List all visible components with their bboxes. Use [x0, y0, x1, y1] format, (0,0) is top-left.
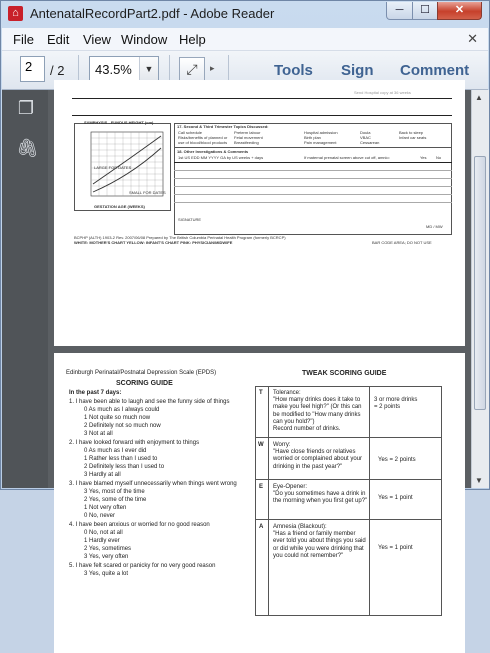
tweak-text: Worry: "Have close friends or relatives worried or complained about your drinking in the past year?"	[273, 442, 363, 470]
tweak-score: Yes = 2 points	[378, 457, 416, 463]
chevron-down-icon[interactable]: ▼	[139, 57, 158, 81]
tweak-score: 3 or more drinks = 2 points	[374, 397, 418, 411]
zoom-select[interactable]	[89, 56, 159, 82]
epds-answer: 3 Not at all	[84, 431, 113, 437]
rule	[174, 194, 452, 195]
page-total: / 2	[50, 63, 65, 78]
scroll-thumb[interactable]	[474, 156, 486, 410]
epds-question: 5. I have felt scared or panicky for no very good reason	[69, 563, 216, 569]
close-document-icon[interactable]: ✕	[467, 31, 478, 46]
epds-answer: 0 No, not at all	[84, 530, 123, 536]
topic-item: Breastfeeding	[234, 140, 259, 145]
rule	[268, 386, 269, 616]
barcode-note: BAR CODE AREA; DO NOT USE	[372, 240, 432, 245]
topic-item: use of blood/blood products	[178, 140, 228, 145]
topic-item: Fetal movement	[234, 135, 263, 140]
topic-item: Birth plan	[304, 135, 321, 140]
epds-question: 1. I have been able to laugh and see the funny side of things	[69, 399, 230, 405]
topic-item: Doula	[360, 130, 371, 135]
menu-edit[interactable]: Edit	[47, 32, 70, 47]
rule	[72, 115, 452, 116]
navigation-pane	[2, 90, 48, 488]
tools-button[interactable]: Tools	[274, 62, 313, 79]
topic-item: Infant car seats	[399, 135, 427, 140]
tweak-text: Tolerance: "How many drinks does it take to make you feel high?" (Or this can be modified to "How many drinks can you hold?") Record number of drinks.	[273, 390, 362, 433]
more-tools-icon[interactable]: ▸	[210, 63, 215, 73]
form-code: BCPHP (ALTH) 1903-2 Rev. 2007/06/08 Prepared by The British Columbia Perinatal Health Program (formerly BCRCP)	[74, 235, 286, 240]
tweak-letter: T	[259, 390, 263, 396]
tweak-score: Yes = 1 point	[378, 545, 413, 551]
epds-intro: In the past 7 days:	[69, 390, 122, 396]
chart-title: SYMPHYSIS - FUNDUS HEIGHT (cm)	[84, 120, 154, 125]
scroll-down-icon[interactable]: ▼	[475, 476, 483, 485]
epds-answer: 0 As much as I ever did	[84, 448, 147, 454]
tweak-text: Amnesia (Blackout): "Has a friend or family member ever told you about things you said or did while you were drinking that you could not remember?"	[273, 524, 366, 559]
document-area	[48, 90, 471, 577]
tweak-letter: A	[259, 524, 264, 530]
topic-item: Hospital admission	[304, 130, 338, 135]
rule	[174, 170, 452, 171]
menu-file[interactable]: File	[13, 32, 34, 47]
epds-answer: 3 Yes, most of the time	[84, 489, 145, 495]
topic-item: Risks/benefits of planned or	[178, 135, 228, 140]
page-thumbnails-icon[interactable]: ❐	[17, 98, 35, 118]
tweak-letter: W	[258, 442, 264, 448]
rule	[174, 202, 452, 203]
chart-band-small: SMALL FOR DATES	[129, 190, 166, 195]
pdf-page-1	[54, 80, 465, 346]
tweak-score: Yes = 1 point	[378, 495, 413, 501]
topic-item: VBAC	[360, 135, 371, 140]
rule	[174, 162, 452, 163]
comments-box	[174, 147, 452, 235]
menu-help[interactable]: Help	[179, 32, 206, 47]
topic-item: Back to sleep	[399, 130, 424, 135]
tweak-title: TWEAK SCORING GUIDE	[302, 370, 387, 377]
maximize-button[interactable]: ☐	[412, 2, 438, 20]
topic-item: Preterm labour	[234, 130, 261, 135]
other-title: 18. Other Investigations & Comments	[177, 149, 249, 154]
epds-answer: 3 Yes, quite a lot	[84, 571, 129, 577]
chart-band-large: LARGE FOR DATES	[94, 165, 132, 170]
rule	[174, 186, 452, 187]
amnio-no[interactable]: No	[436, 155, 442, 160]
menu-window[interactable]: Window	[121, 32, 168, 47]
rule	[369, 386, 370, 616]
rule	[255, 437, 442, 438]
menu-view[interactable]: View	[83, 32, 111, 47]
minimize-button[interactable]: ─	[386, 2, 413, 20]
window-title: AntenatalRecordPart2.pdf - Adobe Reader	[30, 6, 275, 21]
epds-question: 2. I have looked forward with enjoyment to things	[69, 440, 200, 446]
epds-answer: 3 Yes, very often	[84, 554, 129, 560]
pdf-page-2	[54, 353, 465, 653]
us-row: 1st US EDD MM YYYY GA by US weeks + days	[178, 155, 264, 160]
chart-xlabel: GESTATION AGE (WEEKS)	[94, 204, 145, 209]
epds-answer: 1 Hardly ever	[84, 538, 120, 544]
epds-answer: 1 Rather less than I used to	[84, 456, 158, 462]
epds-answer: 2 Yes, some of the time	[84, 497, 147, 503]
close-button[interactable]: ✕	[437, 2, 482, 20]
title-bar	[1, 1, 489, 27]
epds-answer: 1 Not quite so much now	[84, 415, 151, 421]
vertical-scrollbar[interactable]	[471, 90, 489, 488]
scroll-up-icon[interactable]: ▲	[475, 93, 483, 102]
signature-label: SIGNATURE	[178, 217, 202, 222]
attachments-icon[interactable]: 🖇	[16, 138, 39, 158]
page-number-input[interactable]: 2	[20, 56, 45, 82]
epds-answer: 2 Definitely not so much now	[84, 423, 161, 429]
amnio-question: If maternal prenatal screen above cut off, amnio:	[304, 155, 390, 160]
epds-answer: 2 Definitely less than I used to	[84, 464, 165, 470]
epds-answer: 3 Hardly at all	[84, 472, 121, 478]
epds-question: 4. I have been anxious or worried for no good reason	[69, 522, 210, 528]
fit-page-icon[interactable]: ⤢	[179, 57, 205, 83]
epds-answer: 2 Yes, sometimes	[84, 546, 132, 552]
tweak-letter: E	[259, 484, 264, 490]
epds-title: Edinburgh Perinatal/Postnatal Depression Scale (EPDS)	[66, 370, 217, 376]
amnio-yes[interactable]: Yes	[420, 155, 427, 160]
rule	[174, 178, 452, 179]
tweak-text: Eye-Opener: "Do you sometimes have a drink in the morning when you first get up?"	[273, 484, 368, 505]
pdf-icon: ⌂	[8, 6, 23, 21]
rule	[255, 479, 442, 480]
topic-item: Cessarean	[360, 140, 380, 145]
epds-guide: SCORING GUIDE	[116, 380, 173, 387]
copies-note: WHITE: MOTHER'S CHART YELLOW: INFANT'S CHART PINK: PHYSICIAN/MIDWIFE	[74, 240, 233, 245]
topic-item: Call schedule	[178, 130, 203, 135]
md-mw-label: MD / MW	[426, 224, 443, 229]
epds-question: 3. I have blamed myself unnecessarily when things went wrong	[69, 481, 237, 487]
menu-bar	[2, 28, 488, 51]
comment-button[interactable]: Comment	[400, 62, 470, 79]
topic-item: Pain management	[304, 140, 337, 145]
zoom-value: 43.5%	[95, 62, 132, 77]
epds-answer: 0 No, never	[84, 513, 116, 519]
topics-title: 17. Second & Third Trimester Topics Discussed:	[177, 124, 269, 129]
epds-answer: 0 As much as I always could	[84, 407, 160, 413]
sign-button[interactable]: Sign	[341, 62, 374, 79]
epds-answer: 1 Not very often	[84, 505, 127, 511]
page1-top-note: Send Hospital copy at 36 weeks	[354, 90, 411, 95]
rule	[255, 519, 442, 520]
rule	[72, 98, 452, 99]
